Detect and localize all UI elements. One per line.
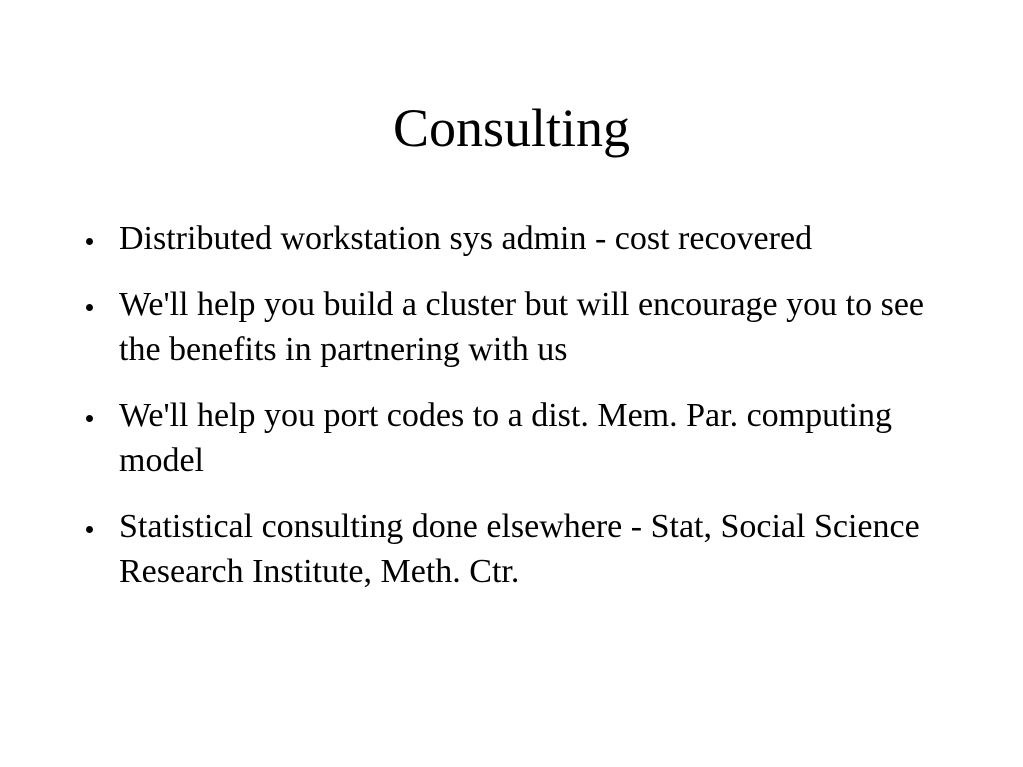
bullet-text: Distributed workstation sys admin - cost recovered	[119, 220, 813, 257]
bullet-dot-icon	[86, 238, 93, 245]
bullet-dot-icon	[86, 526, 93, 533]
bullet-text: We'll help you build a cluster but will encourage you to see the benefits in partnering with us	[119, 286, 925, 368]
bullet-dot-icon	[86, 415, 93, 422]
bullet-item	[0, 282, 1023, 372]
bullet-list	[0, 216, 1023, 615]
bullet-item	[0, 216, 1023, 261]
bullet-dot-icon	[86, 304, 93, 311]
slide-title: Consulting	[392, 98, 631, 158]
bullet-text: We'll help you port codes to a dist. Mem. Par. computing model	[119, 397, 893, 479]
bullet-item	[0, 504, 1023, 594]
bullet-item	[0, 393, 1023, 483]
bullet-text: Statistical consulting done elsewhere - Stat, Social Science Research Institute, Meth. Ctr.	[119, 508, 920, 590]
